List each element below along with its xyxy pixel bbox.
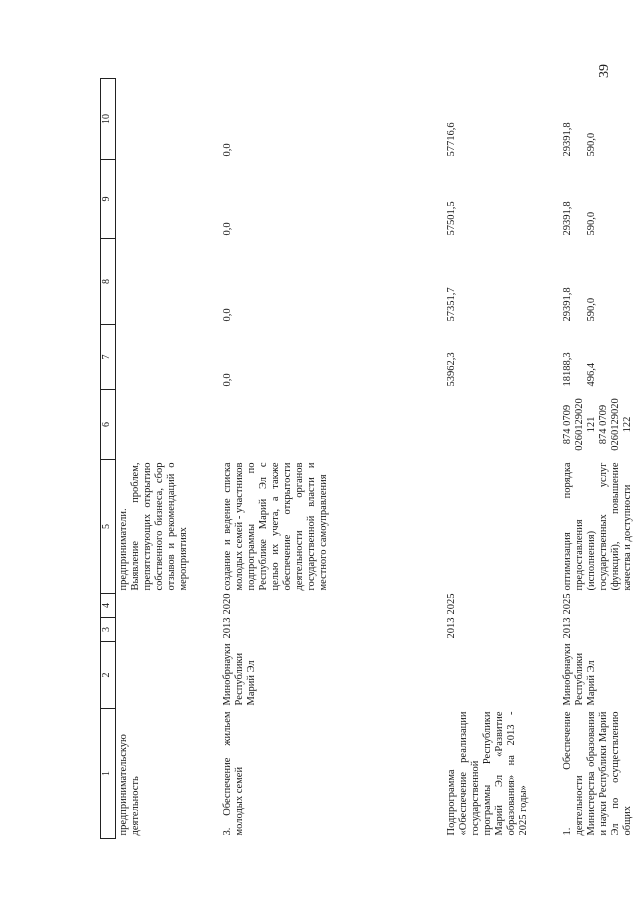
row1-value-9: 0,0: [222, 222, 233, 236]
row3-value-7: 18188,3 496,4: [562, 352, 597, 387]
row2-value-8: 57351,7: [446, 287, 457, 322]
table-row: [220, 79, 444, 839]
header-col-5: 5: [101, 460, 116, 594]
row1-result: создание и ведение списка молодых семей - участников подпрограммы по Республике Марий Эл с целью их учета, а также обеспечение открытости деятельности органов государственной власти и местного самоуправления: [222, 462, 329, 591]
row0-value-10: [116, 79, 221, 160]
row0-executor: [116, 642, 221, 709]
row3-result: оптимизация порядка предоставления (исполнения) государственных услуг (функций), повышение качества и доступности: [562, 462, 633, 591]
row1-budget-code: [220, 390, 444, 460]
header-col-4: 4: [101, 594, 116, 618]
row0-end-year: [116, 594, 221, 618]
row3-executor: Минобрнауки Республики Марий Эл: [562, 643, 597, 706]
header-col-2: 2: [101, 642, 116, 709]
row2-value-9: 57501,5: [446, 201, 457, 236]
row2-measure: Подпрограмма «Обеспечение реализации государственной программы Республики Марий Эл «Развитие образования» на 2013 - 2025 годы»: [446, 711, 529, 836]
row2-budget-code: [444, 390, 560, 460]
row3-value-10: 29391,8 590,0: [562, 122, 597, 157]
row1-start-year: 2013: [222, 617, 233, 639]
row2-result: [444, 460, 560, 594]
row2-start-year: 2013: [446, 617, 457, 639]
header-col-9: 9: [101, 160, 116, 239]
rotated-page-content: [100, 79, 633, 839]
row3-value-9: 29391,8 590,0: [562, 201, 597, 236]
row1-value-7: 0,0: [222, 373, 233, 387]
row1-measure: 3. Обеспечение жильем молодых семей: [222, 711, 245, 836]
row1-value-10: 0,0: [222, 143, 233, 157]
budget-table: [100, 78, 639, 839]
row0-budget-code: [116, 390, 221, 460]
row0-value-7: [116, 325, 221, 390]
row1-value-8: 0,0: [222, 308, 233, 322]
row1-executor: Минобрнауки Республики Марий Эл: [222, 643, 257, 706]
row1-end-year: 2020: [222, 593, 233, 615]
row2-executor: [444, 642, 560, 709]
page-number: 39: [597, 64, 612, 78]
row0-measure: предпринимательскую деятельность: [118, 734, 141, 836]
table-row: [560, 79, 639, 839]
row3-value-8: 29391,8 590,0: [562, 287, 597, 322]
table-row: [116, 79, 221, 839]
row3-end-year: 2025: [562, 593, 573, 615]
row2-value-7: 53962,3: [446, 352, 457, 387]
row3-budget-code: 874 0709 0260129020 121 874 0709 0260129020 122: [562, 398, 633, 451]
row0-value-9: [116, 160, 221, 239]
header-col-3: 3: [101, 618, 116, 642]
header-col-10: 10: [101, 79, 116, 160]
row0-result: предприниматели. Выявление проблем, препятствующих открытию собственного бизнеса, сбор отзывов и рекомендаций о мероприятиях: [118, 462, 189, 591]
header-col-7: 7: [101, 325, 116, 390]
header-col-6: 6: [101, 390, 116, 460]
header-col-1: 1: [101, 709, 116, 839]
row0-start-year: [116, 618, 221, 642]
row0-value-8: [116, 239, 221, 325]
table-row: [444, 79, 560, 839]
row2-end-year: 2025: [446, 593, 457, 615]
row3-measure: 1. Обеспечение деятельности Министерства образования и науки Республики Марий Эл по осуществлению общих: [562, 711, 633, 836]
header-col-8: 8: [101, 239, 116, 325]
row2-value-10: 57716,6: [446, 122, 457, 157]
row3-start-year: 2013: [562, 617, 573, 639]
header-row: [101, 79, 116, 839]
